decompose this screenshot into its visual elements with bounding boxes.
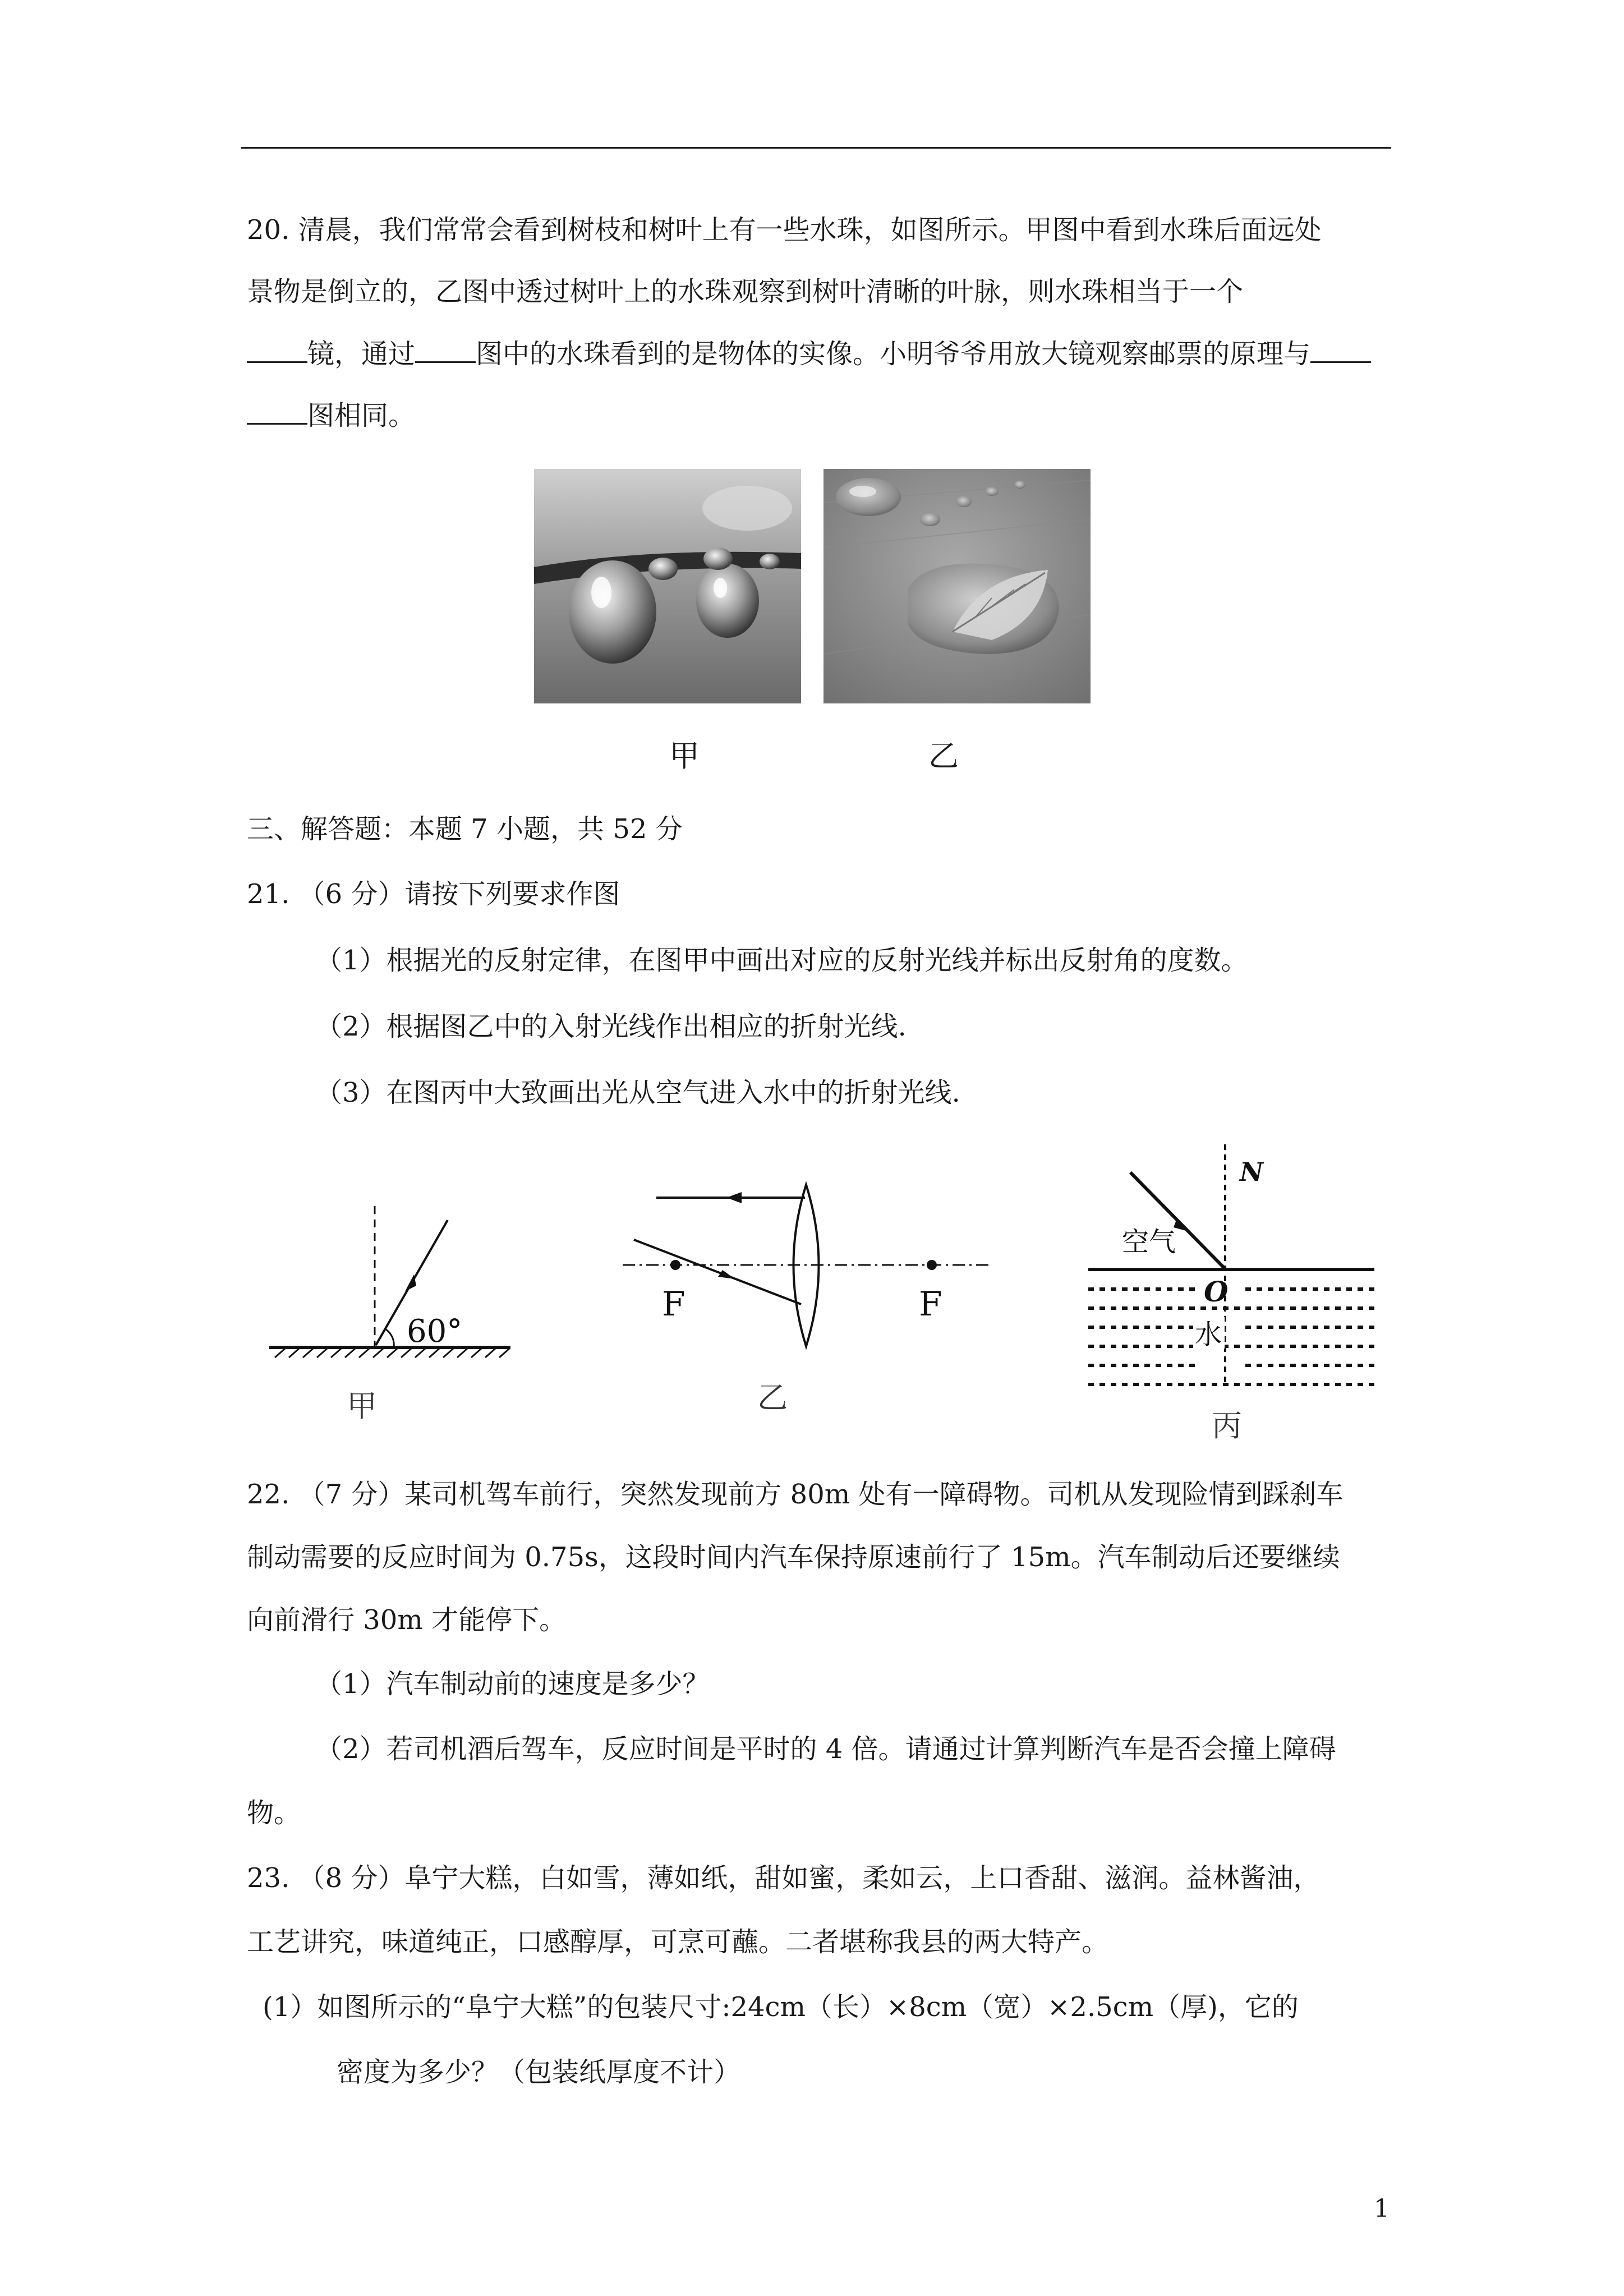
answer-blank-3[interactable] [1310, 337, 1371, 363]
caption-yi: 乙 [928, 738, 959, 774]
q22-part-2-continued: 物。 [247, 1797, 301, 1829]
air-label: 空气 [1122, 1226, 1176, 1258]
figure-yi-caption: 乙 [757, 1380, 788, 1415]
caption-jia: 甲 [669, 738, 700, 774]
water-hatching [1088, 1289, 1374, 1384]
origin-label: O [1204, 1275, 1229, 1308]
focus-point-left [670, 1260, 680, 1270]
photo-jia-droplets-on-branch [534, 469, 801, 703]
focus-point-right [927, 1260, 937, 1270]
figure-yi-lens [623, 1178, 1004, 1425]
normal-label: N [1240, 1157, 1264, 1187]
figure-jia-reflection [264, 1195, 533, 1430]
mirror-hatching [275, 1349, 509, 1358]
header-rule [241, 147, 1391, 149]
q21-part-2: （2）根据图乙中的入射光线作出相应的折射光线. [315, 1011, 907, 1042]
q21-part-1: （1）根据光的反射定律，在图甲中画出对应的反射光线并标出反射角的度数。 [315, 945, 1248, 976]
q20-line-3 [247, 337, 1371, 371]
q22-line-3: 向前滑行 30m 才能停下。 [247, 1604, 567, 1636]
q23-part-1: (1）如图所示的“阜宁大糕”的包装尺寸:24cm（长）×8cm（宽）×2.5cm（厚)，它的 [263, 1991, 1299, 2023]
q22-line-1: 22. （7 分）某司机驾车前行，突然发现前方 80m 处有一障碍物。司机从发现险情到踩刹车 [247, 1479, 1344, 1510]
figure-bing-caption: 丙 [1212, 1408, 1242, 1443]
angle-arc [386, 1329, 394, 1347]
incident-ray-arrow [718, 1270, 735, 1279]
q21-part-3: （3）在图丙中大致画出光从空气进入水中的折射光线. [315, 1077, 960, 1108]
q20-line-2: 景物是倒立的，乙图中透过树叶上的水珠观察到树叶清晰的叶脉，则水珠相当于一个 [247, 276, 1244, 307]
focus-label-right: F [919, 1285, 942, 1324]
answer-blank-2[interactable] [415, 337, 476, 363]
q20-line-4-text: 图相同。 [307, 400, 416, 431]
q22-line-2: 制动需要的反应时间为 0.75s，这段时间内汽车保持原速前行了 15m。汽车制动后还要继续 [247, 1542, 1340, 1573]
q22-part-1: （1）汽车制动前的速度是多少？ [315, 1668, 710, 1700]
q20-line-4 [247, 398, 415, 432]
section-3-heading: 三、解答题：本题 7 小题，共 52 分 [247, 813, 683, 845]
figure-bing-refraction [1077, 1139, 1391, 1453]
water-label: 水 [1195, 1319, 1222, 1350]
parallel-ray-arrow [726, 1192, 742, 1203]
page-number: 1 [1374, 2194, 1390, 2223]
focus-label-left: F [662, 1285, 686, 1324]
answer-blank-4[interactable] [247, 398, 307, 425]
figure-jia-caption: 甲 [347, 1388, 377, 1424]
photo-yi-droplet-on-leaf [823, 469, 1091, 703]
q23-line-1: 23. （8 分）阜宁大糕，白如雪，薄如纸，甜如蜜，柔如云，上口香甜、滋润。益林酱油， [247, 1862, 1321, 1894]
q20-line-1: 20. 清晨，我们常常会看到树枝和树叶上有一些水珠，如图所示。甲图中看到水珠后面远处 [247, 214, 1322, 246]
q21-title: 21. （6 分）请按下列要求作图 [247, 878, 620, 910]
angle-label: 60° [407, 1313, 463, 1350]
q20-line-3-part-b: 图中的水珠看到的是物体的实像。小明爷爷用放大镜观察邮票的原理与 [476, 338, 1311, 370]
q23-part-1-continued: 密度为多少？（包装纸厚度不计） [337, 2056, 741, 2088]
q22-part-2: （2）若司机酒后驾车，反应时间是平时的 4 倍。请通过计算判断汽车是否会撞上障碍 [315, 1733, 1336, 1765]
incident-ray-through-focus [634, 1240, 801, 1304]
q20-line-3-part-a: 镜，通过 [307, 338, 416, 370]
answer-blank-1[interactable] [247, 337, 307, 363]
q23-line-2: 工艺讲究，味道纯正，口感醇厚，可烹可蘸。二者堪称我县的两大特产。 [247, 1926, 1109, 1958]
